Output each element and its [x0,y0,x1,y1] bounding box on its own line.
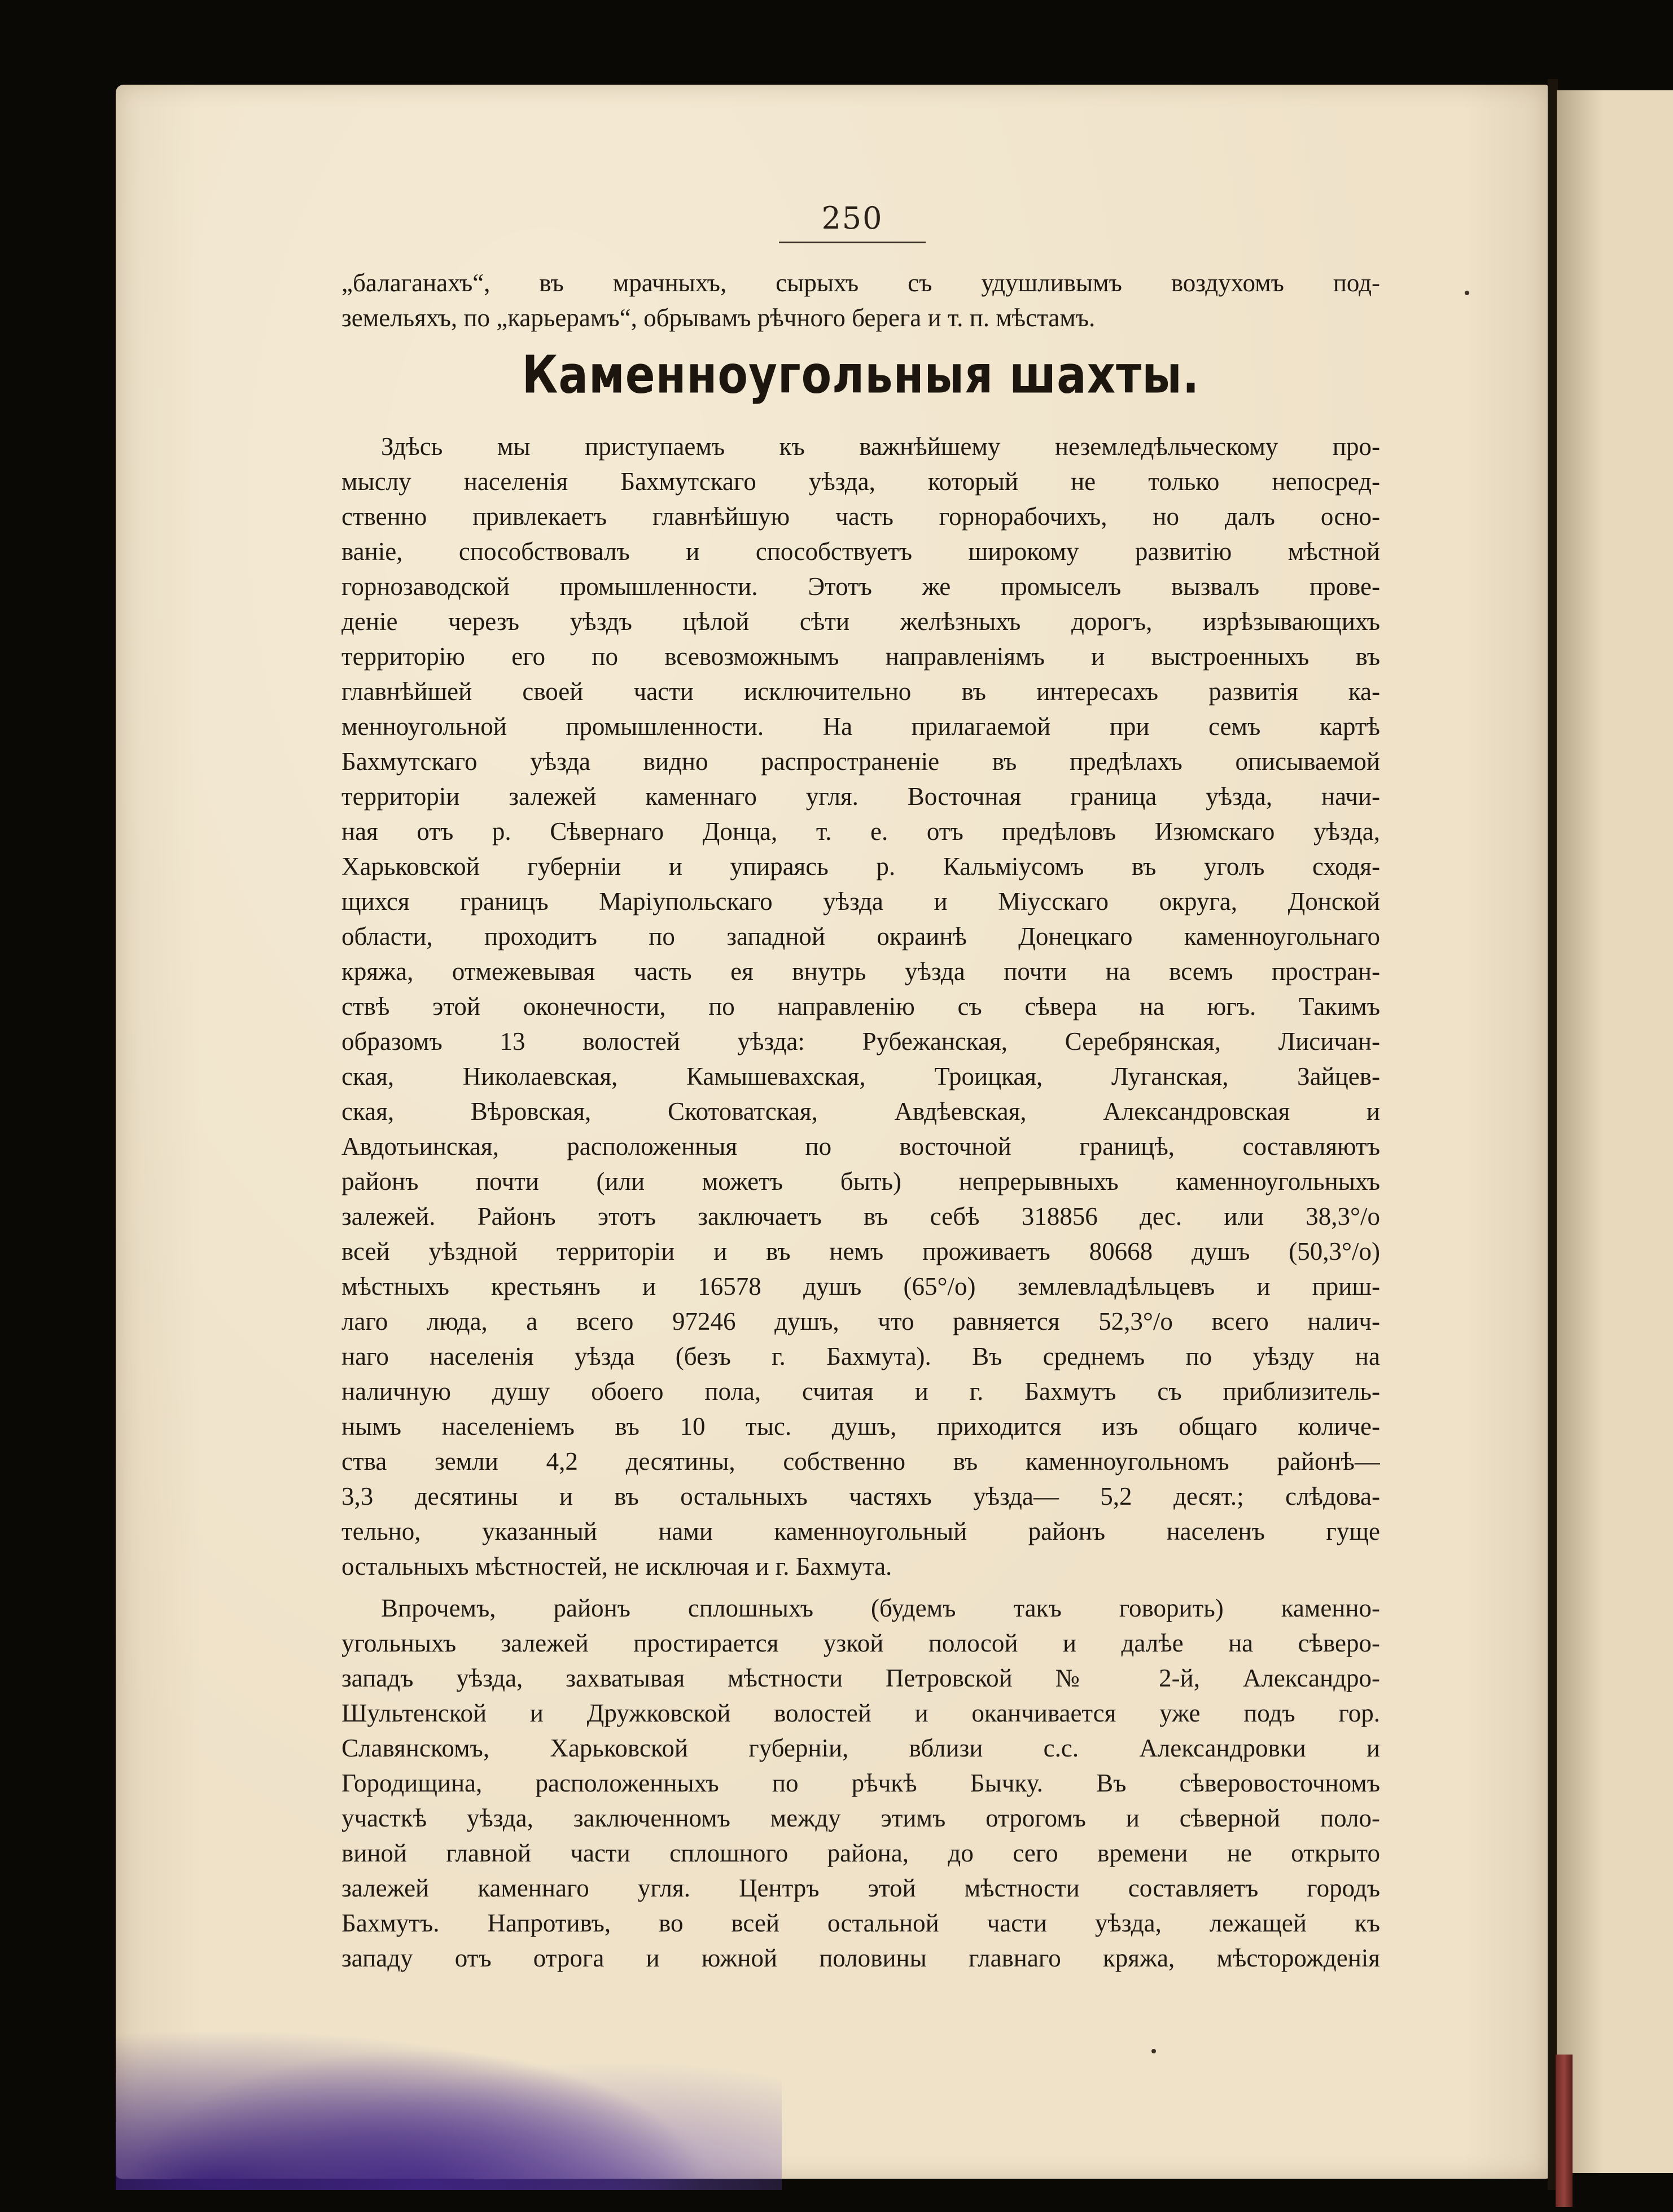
text-line: ная отъ р. Сѣвернаго Донца, т. е. отъ предѣловъ Изюмскаго уѣзда, [341,817,1380,846]
page-number-rule [779,242,926,243]
text-line: земельяхъ, по „карьерамъ“, обрывамъ рѣчного берега и т. п. мѣстамъ. [341,304,1096,332]
text-line: районъ почти (или можетъ быть) непрерывныхъ каменноугольныхъ [341,1167,1380,1195]
text-line: угольныхъ залежей простирается узкой полосой и далѣе на сѣверо- [341,1629,1380,1657]
text-line: мыслу населенія Бахмутскаго уѣзда, который не только непосред- [341,467,1380,496]
text-line: Впрочемъ, районъ сплошныхъ (будемъ такъ говорить) каменно- [381,1594,1380,1622]
text-line: всей уѣздной территоріи и въ немъ проживаетъ 80668 душъ (50,3°/o) [341,1237,1380,1265]
text-line: мѣстныхъ крестьянъ и 16578 душъ (65°/o) землевладѣльцевъ и приш- [341,1272,1380,1300]
text-line: менноугольной промышленности. На прилагаемой при семъ картѣ [341,712,1380,741]
intro-text [341,265,1380,335]
text-line: ская, Николаевская, Камышевахская, Троицкая, Луганская, Зайцев- [341,1062,1380,1090]
text-line: Харьковской губерніи и упираясь р. Кальміусомъ въ уголъ сходя- [341,852,1380,881]
text-line: территоріи залежей каменнаго угля. Восточная граница уѣзда, начи- [341,782,1380,811]
text-line: Здѣсь мы приступаемъ къ важнѣйшему неземледѣльческому про- [381,432,1380,461]
text-line: ская, Вѣровская, Скотоватская, Авдѣевская, Александровская и [341,1097,1380,1125]
text-line: наличную душу обоего пола, считая и г. Бахмутъ съ приблизитель- [341,1377,1380,1405]
page-speck [1151,2049,1156,2053]
text-line: залежей каменнаго угля. Центръ этой мѣстности составляетъ городъ [341,1874,1380,1902]
bookmark-ribbon [1556,2055,1573,2207]
text-line: ства земли 4,2 десятины, собственно въ каменноугольномъ районѣ— [341,1447,1380,1475]
text-line: ваніе, способствовалъ и способствуетъ широкому развитію мѣстной [341,537,1380,566]
text-line: участкѣ уѣзда, заключенномъ между этимъ отрогомъ и сѣверной поло- [341,1804,1380,1832]
text-line: Авдотьинская, расположенныя по восточной границѣ, составляютъ [341,1132,1380,1160]
text-line: остальныхъ мѣстностей, не исключая и г. Бахмута. [341,1552,892,1580]
text-line: Бахмутъ. Напротивъ, во всей остальной части уѣзда, лежащей къ [341,1909,1380,1937]
text-line: территорію его по всевозможнымъ направленіямъ и выстроенныхъ въ [341,642,1380,671]
text-line: кряжа, отмежевывая часть ея внутрь уѣзда почти на всемъ простран- [341,957,1380,985]
page-number: 250 [821,200,883,236]
paragraph-1 [341,429,1380,1584]
paragraph-2 [341,1591,1380,1976]
text-line: Городищина, расположенныхъ по рѣчкѣ Бычку. Въ сѣверовосточномъ [341,1769,1380,1797]
text-line: ственно привлекаетъ главнѣйшую часть горнорабочихъ, но далъ осно- [341,502,1380,531]
page-speck [1465,291,1469,295]
text-line: наго населенія уѣзда (безъ г. Бахмута). Въ среднемъ по уѣзду на [341,1342,1380,1370]
text-line: щихся границъ Маріупольскаго уѣзда и Міусскаго округа, Донской [341,887,1380,916]
text-line: тельно, указанный нами каменноугольный районъ населенъ гуще [341,1517,1380,1545]
text-line: главнѣйшей своей части исключительно въ интересахъ развитія ка- [341,677,1380,706]
text-line: деніе черезъ уѣздъ цѣлой сѣти желѣзныхъ дорогъ, изрѣзывающихъ [341,607,1380,636]
text-line: Славянскомъ, Харьковской губерніи, вблизи с.с. Александровки и [341,1734,1380,1762]
text-line: образомъ 13 волостей уѣзда: Рубежанская, Серебрянская, Лисичан- [341,1027,1380,1055]
section-heading: Каменноугольныя шахты. [522,345,1200,406]
text-line: области, проходитъ по западной окраинѣ Донецкаго каменноугольнаго [341,922,1380,950]
text-line: „балаганахъ“, въ мрачныхъ, сырыхъ съ удушливымъ воздухомъ под- [341,269,1380,297]
text-line: западу отъ отрога и южной половины главнаго кряжа, мѣсторожденія [341,1944,1380,1972]
text-line: лаго люда, а всего 97246 душъ, что равняется 52,3°/o всего налич- [341,1307,1380,1335]
text-line: ствѣ этой оконечности, по направленію съ сѣвера на югъ. Такимъ [341,992,1380,1020]
text-line: Шультенской и Дружковской волостей и оканчивается уже подъ гор. [341,1699,1380,1727]
text-line: западъ уѣзда, захватывая мѣстности Петровской № 2-й, Александро- [341,1664,1380,1692]
text-line: нымъ населеніемъ въ 10 тыс. душъ, приходится изъ общаго количе- [341,1412,1380,1440]
text-line: горнозаводской промышленности. Этотъ же промыселъ вызвалъ прове- [341,572,1380,601]
facing-page-edge [1557,90,1673,2173]
text-line: залежей. Районъ этотъ заключаетъ въ себѣ 318856 дес. или 38,3°/o [341,1202,1380,1230]
text-line: 3,3 десятины и въ остальныхъ частяхъ уѣзда— 5,2 десят.; слѣдова- [341,1482,1380,1510]
text-line: виной главной части сплошного района, до сего времени не открыто [341,1839,1380,1867]
text-line: Бахмутскаго уѣзда видно распространеніе въ предѣлахъ описываемой [341,747,1380,776]
